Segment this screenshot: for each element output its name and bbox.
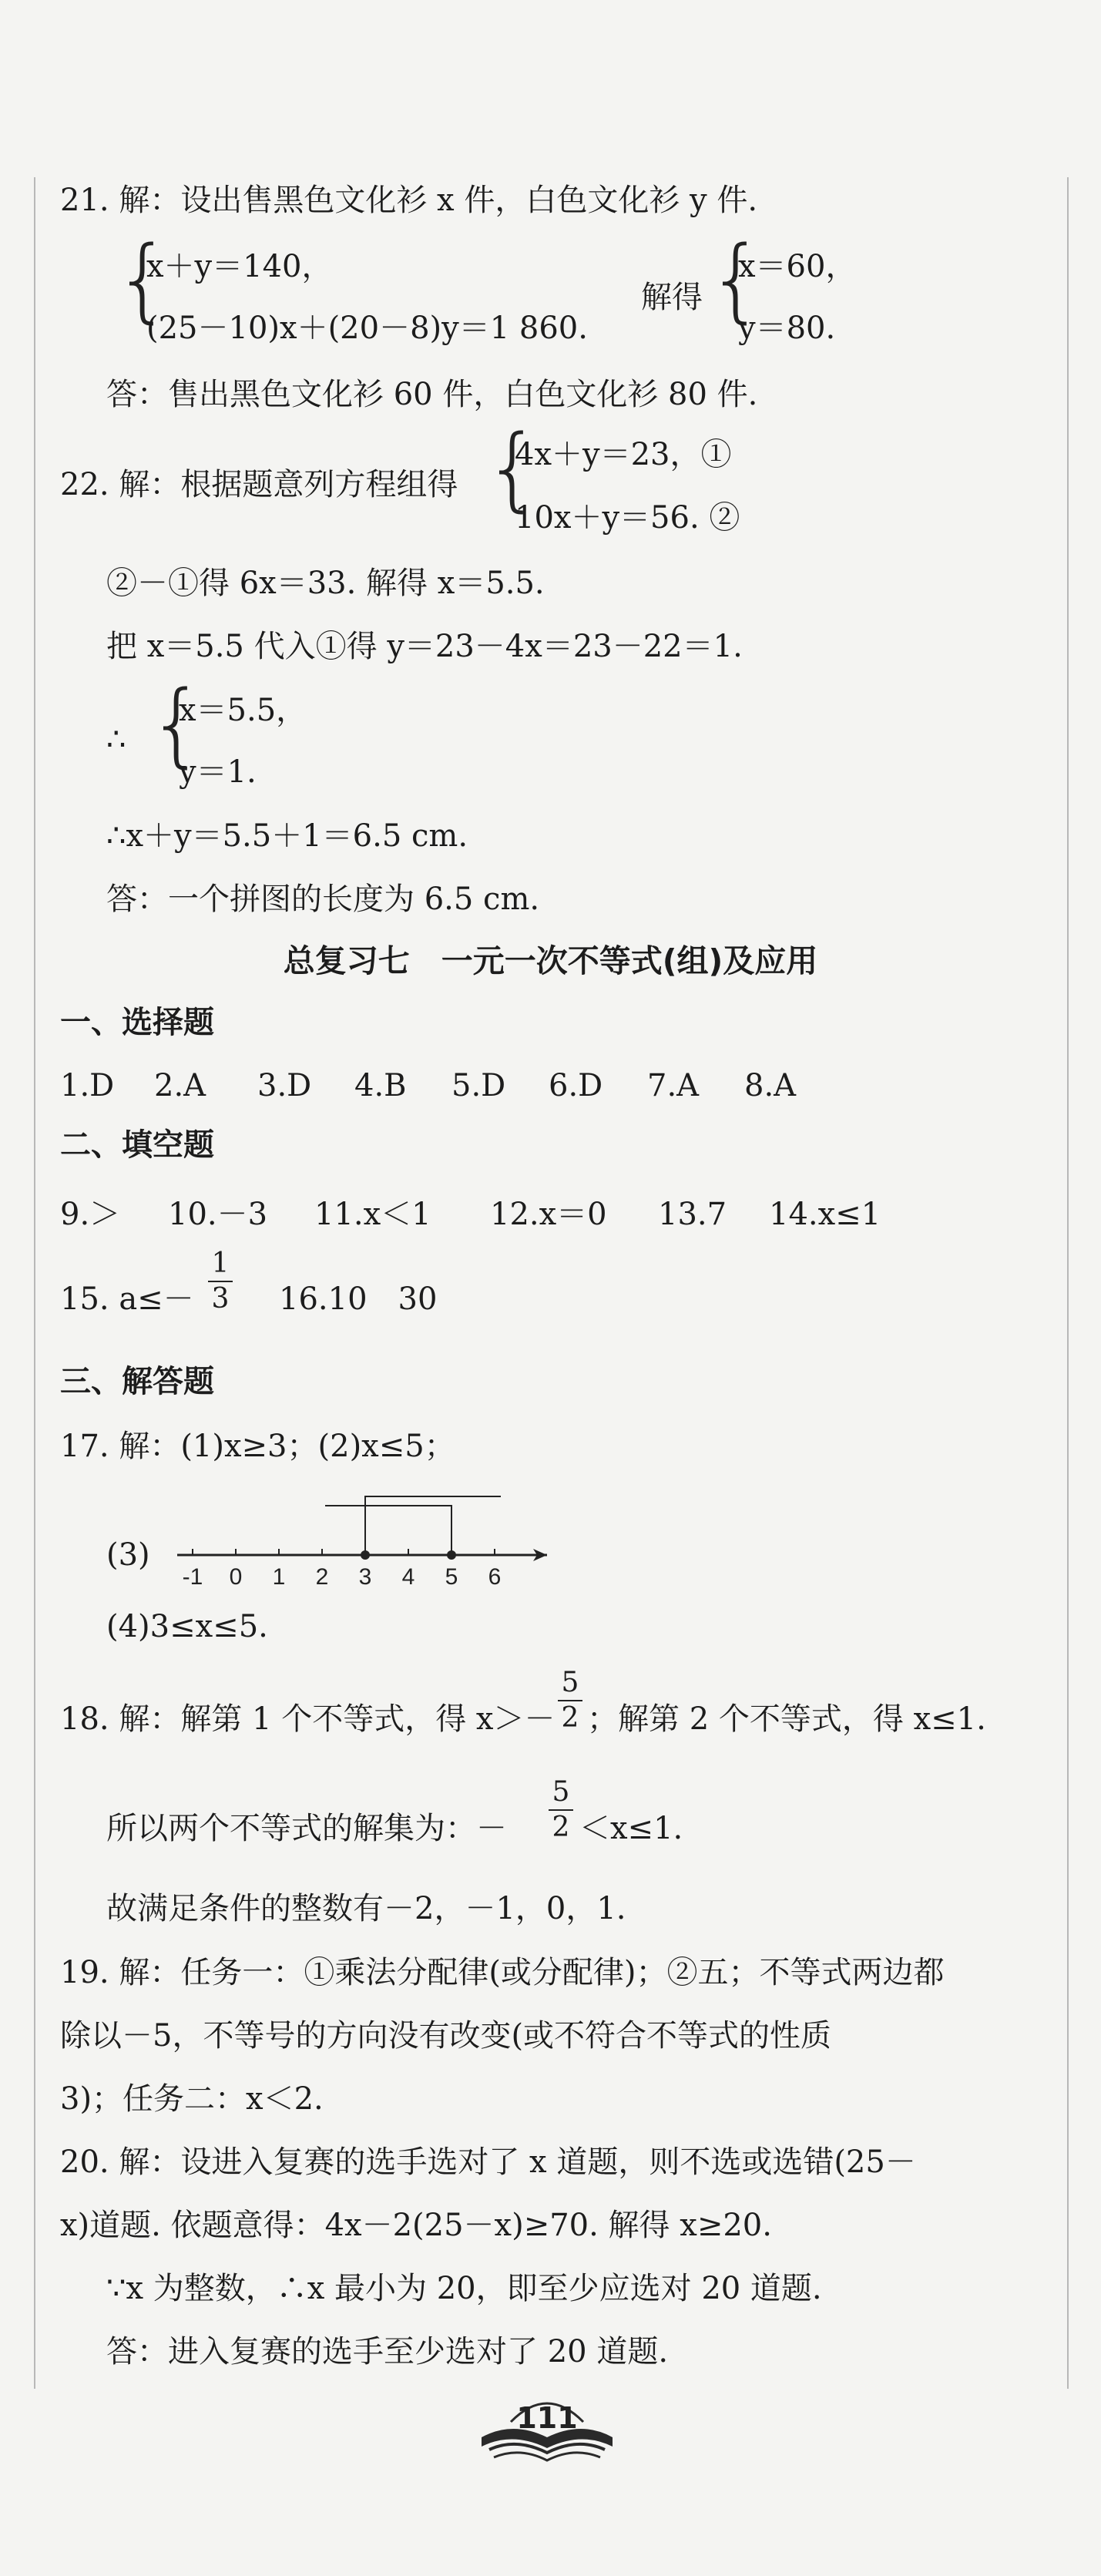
fill-answer: 14.x≤1 <box>769 1197 881 1232</box>
problem-18-part-a: 18. 解：解第 1 个不等式，得 x＞－ <box>60 1701 556 1737</box>
fill-answer-16: 16.10 30 <box>279 1281 438 1317</box>
therefore-symbol: ∴ <box>106 722 126 757</box>
problem-21-statement: 21. 解：设出售黑色文化衫 x 件，白色文化衫 y 件. <box>60 183 758 218</box>
problem-19-line-3: 3)；任务二：x＜2. <box>60 2081 324 2117</box>
fraction-one-third <box>208 1248 233 1315</box>
section-title: 总复习七 一元一次不等式(组)及应用 <box>283 942 818 979</box>
page-number-badge <box>466 2377 628 2470</box>
page-number: 111 <box>516 2401 578 2435</box>
number-line-tick-label: -1 <box>182 1564 203 1587</box>
problem-22-answer: 答：一个拼图的长度为 6.5 cm. <box>106 882 540 917</box>
left-margin-line <box>34 177 35 2389</box>
fraction-numerator: 1 <box>211 1248 230 1279</box>
problem-21-equation-1: x＋y＝140， <box>146 249 333 284</box>
fraction-numerator: 5 <box>552 1776 570 1808</box>
number-line-tick-label: 4 <box>401 1564 415 1587</box>
problem-17-line-4: (4)3≤x≤5. <box>106 1609 268 1644</box>
heading-multiple-choice: 一、选择题 <box>60 1005 214 1040</box>
problem-21-answer: 答：售出黑色文化衫 60 件，白色文化衫 80 件. <box>106 377 758 412</box>
fraction-five-halves <box>549 1777 573 1843</box>
brace-22-system: { <box>484 415 542 521</box>
right-margin-line <box>1067 177 1069 2389</box>
problem-22-equation-1: 4x＋y＝23，① <box>515 437 732 472</box>
number-line-tick-label: 3 <box>358 1564 372 1587</box>
choice-answer: 7.A <box>647 1068 700 1103</box>
fill-answer: 13.7 <box>658 1197 727 1232</box>
fill-answer-15: 15. a≤－ <box>60 1281 194 1317</box>
heading-fill-in: 二、填空题 <box>60 1127 214 1163</box>
fraction-denominator: 3 <box>211 1283 230 1315</box>
choice-answer: 3.D <box>257 1068 312 1103</box>
solution-endpoint-dot <box>361 1550 370 1560</box>
problem-21-solve-word: 解得 <box>641 280 703 315</box>
problem-18-line-2-a: 所以两个不等式的解集为：－ <box>106 1811 507 1846</box>
fraction-denominator: 2 <box>561 1702 579 1734</box>
problem-18-part-b: ；解第 2 个不等式，得 x≤1. <box>587 1701 986 1737</box>
choice-answer: 1.D <box>60 1068 115 1103</box>
problem-22-step-1: ②－①得 6x＝33. 解得 x＝5.5. <box>106 566 545 601</box>
problem-18-line-3: 故满足条件的整数有－2，－1，0，1. <box>106 1891 626 1926</box>
problem-20-line-2: x)道题. 依题意得：4x－2(25－x)≥70. 解得 x≥20. <box>60 2208 772 2243</box>
choice-answer: 4.B <box>354 1068 407 1103</box>
problem-22-step-3: ∴x＋y＝5.5＋1＝6.5 cm. <box>106 818 468 854</box>
problem-20-line-1: 20. 解：设进入复赛的选手选对了 x 道题，则不选或选错(25－ <box>60 2144 916 2180</box>
problem-19-line-2: 除以－5，不等号的方向没有改变(或不符合不等式的性质 <box>60 2018 832 2054</box>
problem-22-solution-x: x＝5.5， <box>179 693 307 728</box>
number-line-tick-label: 0 <box>229 1564 243 1587</box>
problem-20-line-3: ∵x 为整数，∴x 最小为 20，即至少应选对 20 道题. <box>106 2271 822 2306</box>
fill-answer: 9.＞ <box>60 1197 121 1232</box>
brace-21-solution: { <box>707 226 766 332</box>
number-line-tick-label: 1 <box>272 1564 286 1587</box>
solution-endpoint-dot <box>447 1550 456 1560</box>
problem-22-equation-2: 10x＋y＝56. ② <box>515 500 740 536</box>
problem-22-solution-y: y＝1. <box>179 754 257 790</box>
fraction-five-halves <box>558 1668 582 1734</box>
brace-21-system: { <box>114 226 173 332</box>
fraction-denominator: 2 <box>552 1812 570 1843</box>
heading-solution: 三、解答题 <box>60 1364 214 1399</box>
problem-18-line-2-b: ＜x≤1. <box>579 1811 683 1846</box>
fill-answer: 11.x＜1 <box>314 1197 431 1232</box>
problem-21-solution-x: x＝60， <box>738 249 857 284</box>
problem-21-equation-2: (25－10)x＋(20－8)y＝1 860. <box>146 311 588 346</box>
problem-22-statement: 22. 解：根据题意列方程组得 <box>60 467 458 502</box>
choice-answer: 6.D <box>549 1068 603 1103</box>
problem-21-solution-y: y＝80. <box>738 311 836 346</box>
number-line-tick-label: 5 <box>445 1564 458 1587</box>
number-line-tick-label: 6 <box>488 1564 502 1587</box>
problem-17-part-3-label: (3) <box>106 1537 150 1573</box>
problem-22-step-2: 把 x＝5.5 代入①得 y＝23－4x＝23－22＝1. <box>106 629 743 664</box>
problem-19-line-1: 19. 解：任务一：①乘法分配律(或分配律)；②五；不等式两边都 <box>60 1955 945 1990</box>
fill-answer: 10.－3 <box>168 1197 268 1232</box>
choice-answer: 8.A <box>744 1068 797 1103</box>
choice-answer: 2.A <box>154 1068 206 1103</box>
fraction-numerator: 5 <box>561 1667 579 1698</box>
brace-22-solution: { <box>148 670 206 777</box>
problem-20-line-4: 答：进入复赛的选手至少选对了 20 道题. <box>106 2334 669 2369</box>
number-line <box>162 1479 562 1587</box>
problem-17-line-1: 17. 解：(1)x≥3；(2)x≤5； <box>60 1429 455 1464</box>
fill-answer: 12.x＝0 <box>490 1197 607 1232</box>
solution-ray-x-le-5 <box>325 1506 451 1555</box>
number-line-tick-label: 2 <box>315 1564 329 1587</box>
choice-answer: 5.D <box>451 1068 506 1103</box>
